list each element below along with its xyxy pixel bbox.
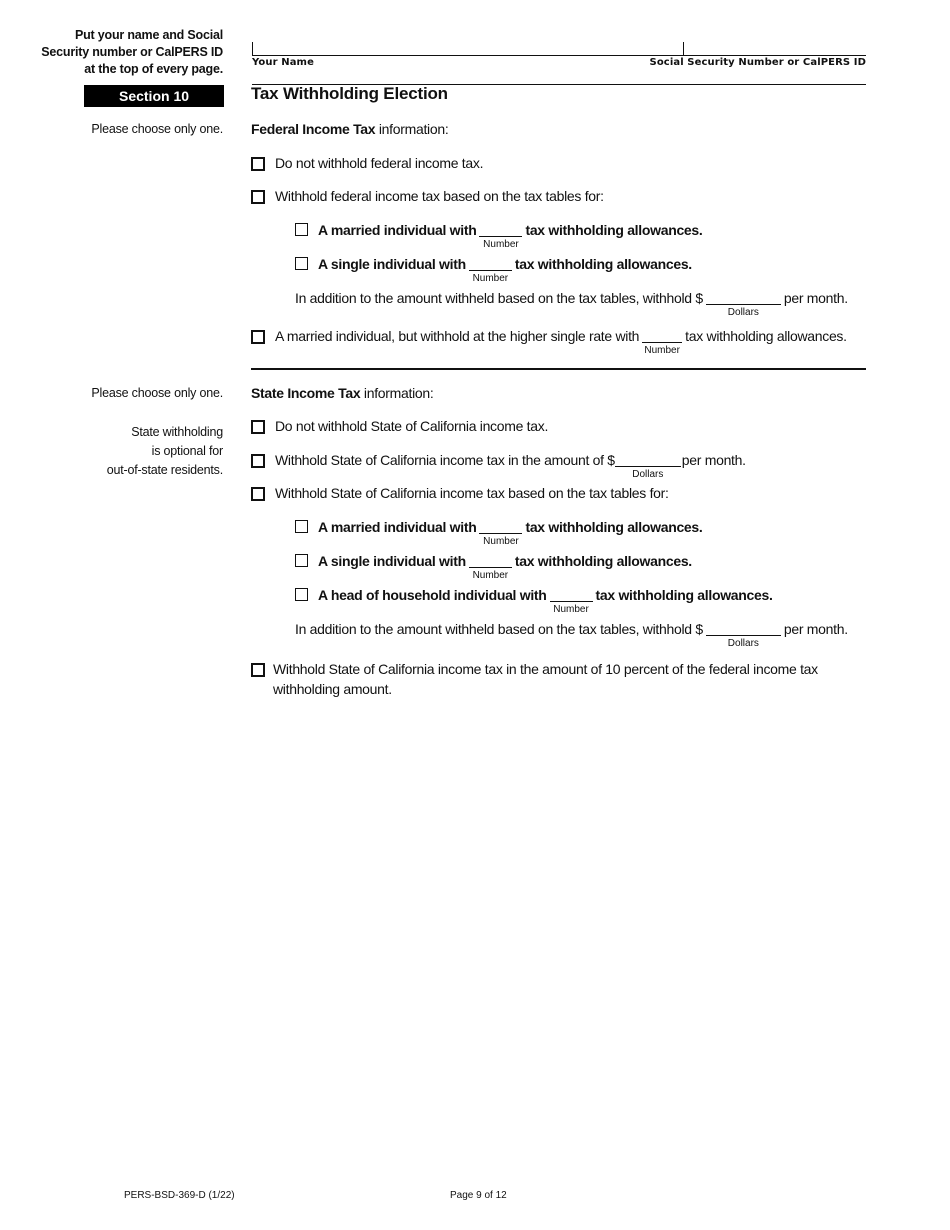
federal-single-pre: A single individual with [318, 256, 466, 272]
state-married-checkbox[interactable] [295, 520, 308, 533]
number-caption: Number [472, 570, 509, 581]
federal-higher-post: tax withholding allowances. [685, 328, 847, 344]
state-side-note: Please choose only one. [91, 386, 223, 400]
state-married-allowances-input[interactable] [479, 519, 522, 547]
section-badge: Section 10 [84, 85, 224, 107]
state-amount-dollars-input[interactable] [615, 452, 681, 480]
state-additional-dollars-input[interactable] [706, 621, 781, 649]
state-married-pre: A married individual with [318, 519, 477, 535]
number-caption: Number [472, 273, 509, 284]
state-no-withhold-checkbox[interactable] [251, 420, 265, 434]
state-amount-pre: Withhold State of California income tax in the amount of $ [275, 452, 615, 468]
state-hoh-checkbox[interactable] [295, 588, 308, 601]
dollars-caption: Dollars [632, 469, 664, 480]
federal-married-allowances-input[interactable] [479, 222, 522, 250]
state-ten-percent-option [251, 659, 851, 699]
federal-additional-amount [295, 290, 848, 318]
number-caption: Number [483, 536, 519, 547]
federal-additional-pre: In addition to the amount withheld based on the tax tables, withhold $ [295, 290, 703, 306]
ten-percent-line: Withhold State of California income tax in the amount of 10 percent of the federal income tax [273, 661, 818, 677]
federal-higher-rate-option [251, 328, 847, 356]
state-hoh-allowances-input[interactable] [550, 587, 593, 615]
form-id: PERS-BSD-369-D (1/22) [124, 1190, 235, 1201]
federal-single-option [295, 256, 692, 284]
federal-no-withhold-label: Do not withhold federal income tax. [275, 155, 484, 171]
state-heading-bold: State Income Tax [251, 385, 361, 401]
federal-single-checkbox[interactable] [295, 257, 308, 270]
state-married-post: tax withholding allowances. [525, 519, 703, 535]
state-hoh-post: tax withholding allowances. [595, 587, 773, 603]
state-ten-percent-checkbox[interactable] [251, 663, 265, 677]
federal-married-checkbox[interactable] [295, 223, 308, 236]
federal-option-tables [251, 188, 604, 204]
state-ten-percent-text [273, 659, 818, 699]
state-single-option [295, 553, 692, 581]
header-instruction [41, 27, 223, 78]
federal-married-pre: A married individual with [318, 222, 477, 238]
number-caption: Number [553, 604, 589, 615]
section-divider [251, 368, 866, 370]
state-single-checkbox[interactable] [295, 554, 308, 567]
dollars-caption: Dollars [727, 638, 759, 649]
federal-married-option [295, 222, 703, 250]
state-amount-post: per month. [681, 452, 746, 468]
federal-single-post: tax withholding allowances. [514, 256, 692, 272]
state-additional-pre: In addition to the amount withheld based on the tax tables, withhold $ [295, 621, 703, 637]
state-married-option [295, 519, 703, 547]
ten-percent-line: withholding amount. [273, 681, 392, 697]
state-hoh-pre: A head of household individual with [318, 587, 547, 603]
page-number: Page 9 of 12 [450, 1190, 507, 1201]
state-tables-checkbox[interactable] [251, 487, 265, 501]
instruction-line: Security number or CalPERS ID [41, 45, 223, 59]
state-single-pre: A single individual with [318, 553, 466, 569]
federal-tables-checkbox[interactable] [251, 190, 265, 204]
state-no-withhold-label: Do not withhold State of California income tax. [275, 418, 549, 434]
optional-note-line: out-of-state residents. [106, 463, 223, 477]
your-name-field[interactable] [252, 42, 684, 55]
federal-tables-label: Withhold federal income tax based on the tax tables for: [275, 188, 604, 204]
ssn-label: Social Security Number or CalPERS ID [649, 57, 866, 68]
federal-additional-dollars-input[interactable] [706, 290, 781, 318]
federal-higher-allowances-input[interactable] [642, 328, 682, 356]
number-caption: Number [644, 345, 680, 356]
federal-additional-post: per month. [783, 290, 848, 306]
state-additional-post: per month. [783, 621, 848, 637]
page-title: Tax Withholding Election [251, 84, 448, 103]
number-caption: Number [483, 239, 519, 250]
state-hoh-option [295, 587, 773, 615]
federal-option-no-withhold [251, 155, 483, 171]
state-heading-rest: information: [360, 385, 434, 401]
ssn-field[interactable] [683, 42, 867, 55]
federal-married-post: tax withholding allowances. [525, 222, 703, 238]
federal-heading [251, 121, 448, 137]
optional-note-line: State withholding [131, 425, 223, 439]
federal-heading-rest: information: [375, 121, 449, 137]
federal-no-withhold-checkbox[interactable] [251, 157, 265, 171]
state-option-tables [251, 485, 669, 501]
instruction-line: Put your name and Social [74, 28, 223, 42]
your-name-label: Your Name [252, 57, 314, 68]
instruction-line: at the top of every page. [84, 62, 223, 76]
state-single-post: tax withholding allowances. [514, 553, 692, 569]
state-additional-amount [295, 621, 848, 649]
state-amount-checkbox[interactable] [251, 454, 265, 468]
federal-single-allowances-input[interactable] [469, 256, 512, 284]
dollars-caption: Dollars [727, 307, 759, 318]
state-heading [251, 385, 433, 401]
state-tables-label: Withhold State of California income tax based on the tax tables for: [275, 485, 669, 501]
federal-heading-bold: Federal Income Tax [251, 121, 376, 137]
name-underline [252, 55, 866, 56]
federal-side-note: Please choose only one. [91, 122, 223, 136]
state-single-allowances-input[interactable] [469, 553, 512, 581]
state-optional-note [107, 423, 223, 480]
federal-higher-rate-checkbox[interactable] [251, 330, 265, 344]
federal-higher-pre: A married individual, but withhold at the higher single rate with [275, 328, 640, 344]
state-option-amount [251, 452, 746, 480]
optional-note-line: is optional for [151, 444, 223, 458]
state-option-no-withhold [251, 418, 548, 434]
